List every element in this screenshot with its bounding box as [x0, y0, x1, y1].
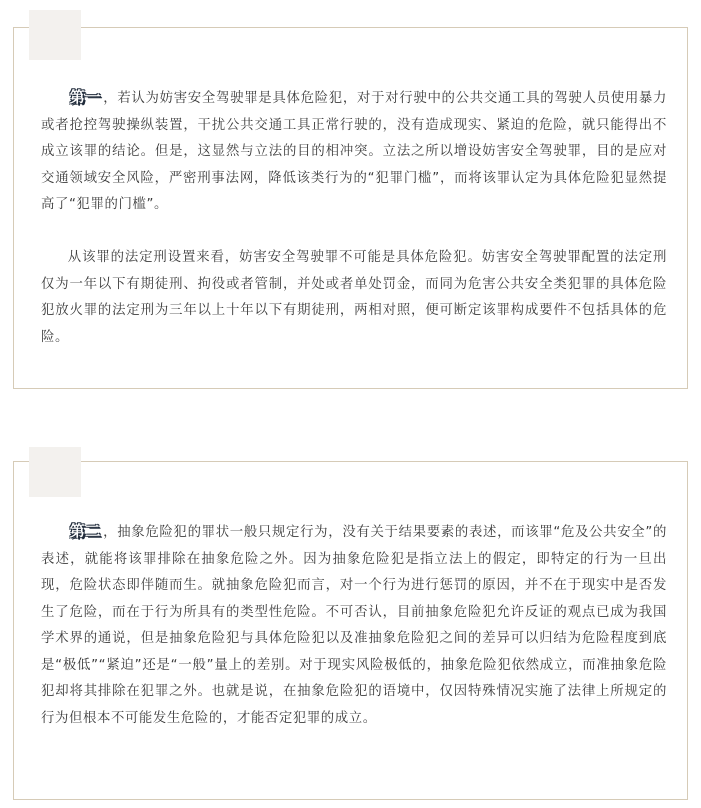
paragraph	[41, 84, 667, 219]
paragraph-text: ，抽象危险犯的罪状一般只规定行为，没有关于结果要素的表述，而该罪“危及公共安全”的表述，就能将该罪排除在抽象危险之外。因为抽象危险犯是指立法上的假定，即特定的行为一旦出现，危险状态即伴随而生。就抽象危险犯而言，对一个行为进行惩罚的原因，并不在于现实中是否发生了危险，而在于行为所具有的类型性危险。不可否认，目前抽象危险犯允许反证的观点已成为我国学术界的通说，但是抽象危险犯与具体危险犯以及准抽象危险犯之间的差异可以归结为危险程度到底是“极低”“紧迫”还是“一般”量上的差别。对于现实风险极低的，抽象危险犯依然成立，而准抽象危险犯却将其排除在犯罪之外。也就是说，在抽象危险犯的语境中，仅因特殊情况实施了法律上所规定的行为但根本不可能发生危险的，才能否定犯罪的成立。	[41, 525, 667, 726]
decorative-corner-square	[29, 10, 81, 60]
text-card-1	[13, 27, 688, 389]
decorative-corner-square	[29, 447, 81, 497]
card-body	[41, 84, 667, 351]
section-lead-label: 第一	[69, 88, 102, 106]
paragraph-text: ，若认为妨害安全驾驶罪是具体危险犯，对于对行驶中的公共交通工具的驾驶人员使用暴力或者抢控驾驶操纵装置，干扰公共交通工具正常行驶的，没有造成现实、紧迫的危险，就只能得出不成立该罪的结论。但是，这显然与立法的目的相冲突。立法之所以增设妨害安全驾驶罪，目的是应对交通领域安全风险，严密刑事法网，降低该类行为的“犯罪门槛”，而将该罪认定为具体危险犯显然提高了“犯罪的门槛”。	[41, 91, 668, 212]
section-lead-label: 第二	[69, 522, 102, 540]
text-card-2	[13, 461, 688, 800]
paragraph: 从该罪的法定刑设置来看，妨害安全驾驶罪不可能是具体危险犯。妨害安全驾驶罪配置的法定刑仅为一年以下有期徒刑、拘役或者管制，并处或者单处罚金，而同为危害公共安全类犯罪的具体危险犯放火罪的法定刑为三年以上十年以下有期徒刑，两相对照，便可断定该罪构成要件不包括具体的危险。	[41, 250, 667, 345]
card-body	[41, 518, 667, 732]
paragraph	[41, 518, 667, 732]
